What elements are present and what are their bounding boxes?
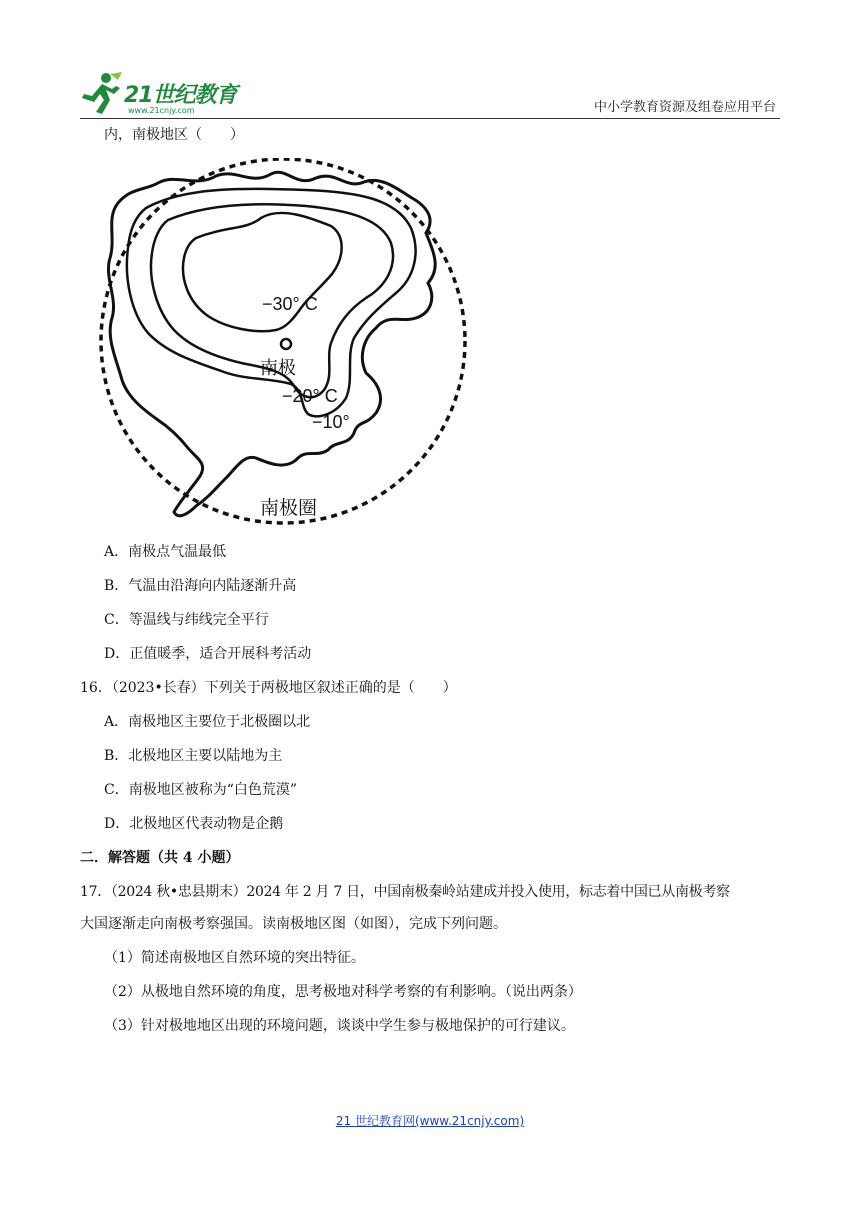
q15-option-d: D．正值暖季，适合开展科考活动 [104, 646, 312, 662]
section-2-title: 二．解答题（共 4 小题） [80, 850, 240, 866]
question-17-stem-line-2: 大国逐渐走向南极考察强国。读南极地区图（如图），完成下列问题。 [80, 916, 507, 932]
q17-sub-2: （2）从极地自然环境的角度，思考极地对科学考察的有利影响。（说出两条） [104, 984, 582, 1000]
coastline [108, 172, 435, 516]
label-minus20: −20° C [282, 386, 338, 406]
page-header [80, 66, 780, 120]
q15-option-b: B．气温由沿海向内陆逐渐升高 [104, 578, 297, 594]
q16-option-c: C．南极地区被称为“白色荒漠” [104, 782, 298, 798]
label-south-pole: 南极 [260, 358, 296, 378]
q15-option-a: A．南极点气温最低 [104, 544, 227, 560]
q16-option-d: D．北极地区代表动物是企鹅 [104, 816, 284, 832]
runner-logo-icon [80, 70, 124, 116]
logo-title: 21世纪教育 [124, 83, 237, 108]
question-16-stem: 16．（2023•长春）下列关于两极地区叙述正确的是（ ） [80, 680, 457, 696]
question-15-stem: 内，南极地区（ ） [104, 127, 244, 143]
question-17-stem-line-1: 17．（2024 秋•忠县期末）2024 年 2 月 7 日，中国南极秦岭站建成并投入使用，标志着中国已从南极考察 [80, 884, 730, 900]
site-logo [80, 70, 250, 118]
q15-option-c: C．等温线与纬线完全平行 [104, 612, 269, 628]
south-pole-marker [281, 339, 291, 349]
q16-option-b: B．北极地区主要以陆地为主 [104, 748, 283, 764]
footer-site-link[interactable]: 21 世纪教育网(www.21cnjy.com) [335, 1114, 525, 1128]
label-minus10: −10° [312, 412, 350, 432]
header-divider [80, 118, 780, 119]
label-minus30: −30° C [262, 294, 318, 314]
logo-subtitle: www.21cnjy.com [128, 106, 195, 115]
q16-option-a: A．南极地区主要位于北极圈以北 [104, 714, 311, 730]
q17-sub-1: （1）简述南极地区自然环境的突出特征。 [104, 950, 365, 966]
q17-sub-3: （3）针对极地地区出现的环境问题，谈谈中学生参与极地保护的可行建议。 [104, 1018, 575, 1034]
label-antarctic-circle: 南极圈 [260, 498, 318, 519]
platform-name: 中小学教育资源及组卷应用平台 [593, 100, 776, 115]
antarctica-isotherm-map [96, 158, 471, 530]
